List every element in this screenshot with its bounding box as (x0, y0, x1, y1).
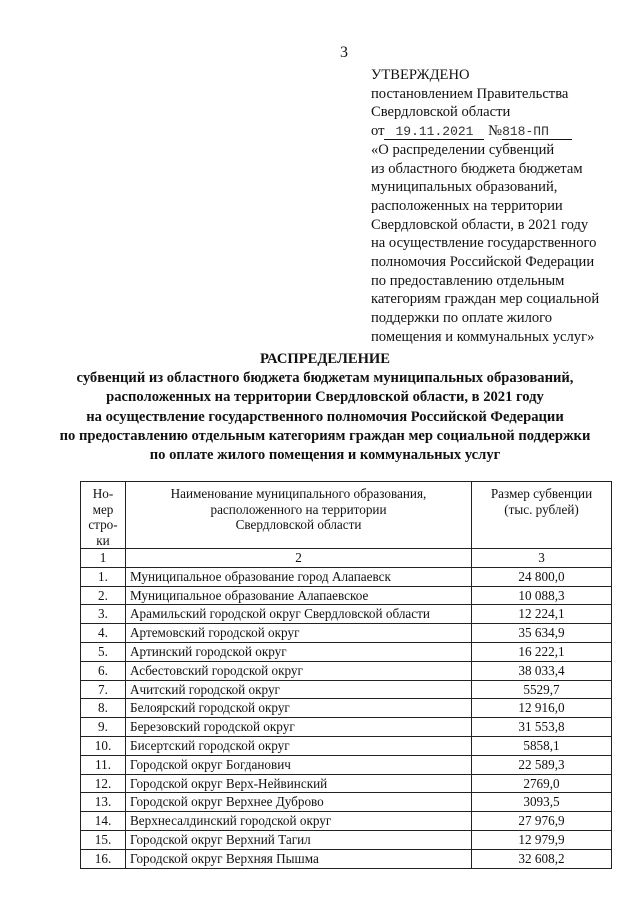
subsidy-amount: 2769,0 (472, 774, 612, 793)
row-number: 1. (81, 567, 126, 586)
subsidy-amount: 16 222,1 (472, 642, 612, 661)
municipality-name: Муниципальное образование город Алапаевск (126, 567, 472, 586)
municipality-name: Городской округ Верхняя Пышма (126, 849, 472, 868)
table-row (81, 699, 612, 718)
municipality-name: Асбестовский городской округ (126, 661, 472, 680)
row-number: 16. (81, 849, 126, 868)
municipality-name: Ачитский городской округ (126, 680, 472, 699)
subsidy-amount: 12 224,1 (472, 605, 612, 624)
row-number: 15. (81, 830, 126, 849)
table-row (81, 774, 612, 793)
row-number: 4. (81, 624, 126, 643)
municipality-name: Муниципальное образование Алапаевское (126, 586, 472, 605)
municipality-name: Бисертский городской округ (126, 736, 472, 755)
title-line: по оплате жилого помещения и коммунальных услуг (149, 447, 501, 464)
table-row (81, 736, 612, 755)
table-row (81, 812, 612, 831)
subsidy-amount: 5529,7 (472, 680, 612, 699)
approval-subject-line: полномочия Российской Федерации (371, 254, 595, 271)
approval-block (371, 66, 631, 347)
row-number: 13. (81, 793, 126, 812)
row-number: 2. (81, 586, 126, 605)
approval-line: постановлением Правительства (371, 85, 569, 102)
subsidy-amount: 27 976,9 (472, 812, 612, 831)
subsidy-amount: 5858,1 (472, 736, 612, 755)
approval-subject-line: из областного бюджета бюджетам (371, 160, 583, 177)
municipality-name: Городской округ Верхнее Дуброво (126, 793, 472, 812)
document-title (40, 350, 610, 465)
subsidy-amount: 38 033,4 (472, 661, 612, 680)
approval-subject-line: по предоставлению отдельным (371, 272, 565, 289)
page-number: 3 (340, 44, 348, 61)
subsidy-amount: 12 916,0 (472, 699, 612, 718)
table-row (81, 624, 612, 643)
row-number: 11. (81, 755, 126, 774)
row-number: 12. (81, 774, 126, 793)
table-row (81, 586, 612, 605)
header-row-number: Но- мер стро- ки (81, 482, 126, 549)
row-number: 9. (81, 718, 126, 737)
approval-subject (371, 141, 631, 347)
table-row (81, 642, 612, 661)
approval-subject-line: муниципальных образований, (371, 179, 558, 196)
municipality-name: Городской округ Верх-Нейвинский (126, 774, 472, 793)
subsidy-amount: 12 979,9 (472, 830, 612, 849)
table-row (81, 718, 612, 737)
subsidy-amount: 24 800,0 (472, 567, 612, 586)
municipality-name: Городской округ Верхний Тагил (126, 830, 472, 849)
title-line: субвенций из областного бюджета бюджетам муниципальных образований, (76, 370, 574, 387)
municipality-name: Арамильский городской округ Свердловской области (126, 605, 472, 624)
municipality-name: Артинский городской округ (126, 642, 472, 661)
title-line: на осуществление государственного полномочия Российской Федерации (86, 408, 564, 425)
municipality-name: Березовский городской округ (126, 718, 472, 737)
approval-date: 19.11.2021 (384, 125, 484, 140)
header-municipality: Наименование муниципального образования, расположенного на территории Свердловской области (126, 482, 472, 549)
row-number: 6. (81, 661, 126, 680)
table-row (81, 830, 612, 849)
row-number: 8. (81, 699, 126, 718)
title-line: расположенных на территории Свердловской области, в 2021 году (106, 389, 544, 406)
municipality-name: Артемовский городской округ (126, 624, 472, 643)
municipality-name: Белоярский городской округ (126, 699, 472, 718)
approval-subject-line: Свердловской области, в 2021 году (371, 216, 589, 233)
row-number: 7. (81, 680, 126, 699)
approval-subject-line: категориям граждан мер социальной (371, 291, 600, 308)
table-row (81, 605, 612, 624)
subsidy-table (80, 481, 612, 869)
municipality-name: Городской округ Богданович (126, 755, 472, 774)
title-line: по предоставлению отдельным категориям граждан мер социальной поддержки (59, 427, 591, 444)
approval-subject-line: «О распределении субвенций (371, 141, 555, 158)
table-row (81, 567, 612, 586)
table-row (81, 680, 612, 699)
approval-subject-line: на осуществление государственного (371, 235, 597, 252)
row-number: 5. (81, 642, 126, 661)
approval-number: 818-ПП (502, 125, 572, 140)
row-number: 10. (81, 736, 126, 755)
row-number: 3. (81, 605, 126, 624)
column-number-row: 1 2 3 (81, 549, 612, 568)
approval-date-line: от 19.11.2021 №818-ПП (371, 122, 631, 141)
table-row (81, 849, 612, 868)
approval-subject-line: расположенных на территории (371, 197, 563, 214)
subsidy-amount: 35 634,9 (472, 624, 612, 643)
subsidy-amount: 22 589,3 (472, 755, 612, 774)
approval-subject-line: поддержки по оплате жилого (371, 310, 553, 327)
table-row (81, 755, 612, 774)
header-amount: Размер субвенции (тыс. рублей) (472, 482, 612, 549)
row-number: 14. (81, 812, 126, 831)
approval-heading: УТВЕРЖДЕНО (371, 67, 470, 83)
subsidy-amount: 32 608,2 (472, 849, 612, 868)
subsidy-amount: 3093,5 (472, 793, 612, 812)
approval-subject-line: помещения и коммунальных услуг» (371, 328, 595, 345)
title-heading: РАСПРЕДЕЛЕНИЕ (259, 351, 391, 367)
subsidy-amount: 31 553,8 (472, 718, 612, 737)
approval-line: Свердловской области (371, 104, 511, 121)
subsidy-amount: 10 088,3 (472, 586, 612, 605)
table-row (81, 793, 612, 812)
table-row (81, 661, 612, 680)
municipality-name: Верхнесалдинский городской округ (126, 812, 472, 831)
